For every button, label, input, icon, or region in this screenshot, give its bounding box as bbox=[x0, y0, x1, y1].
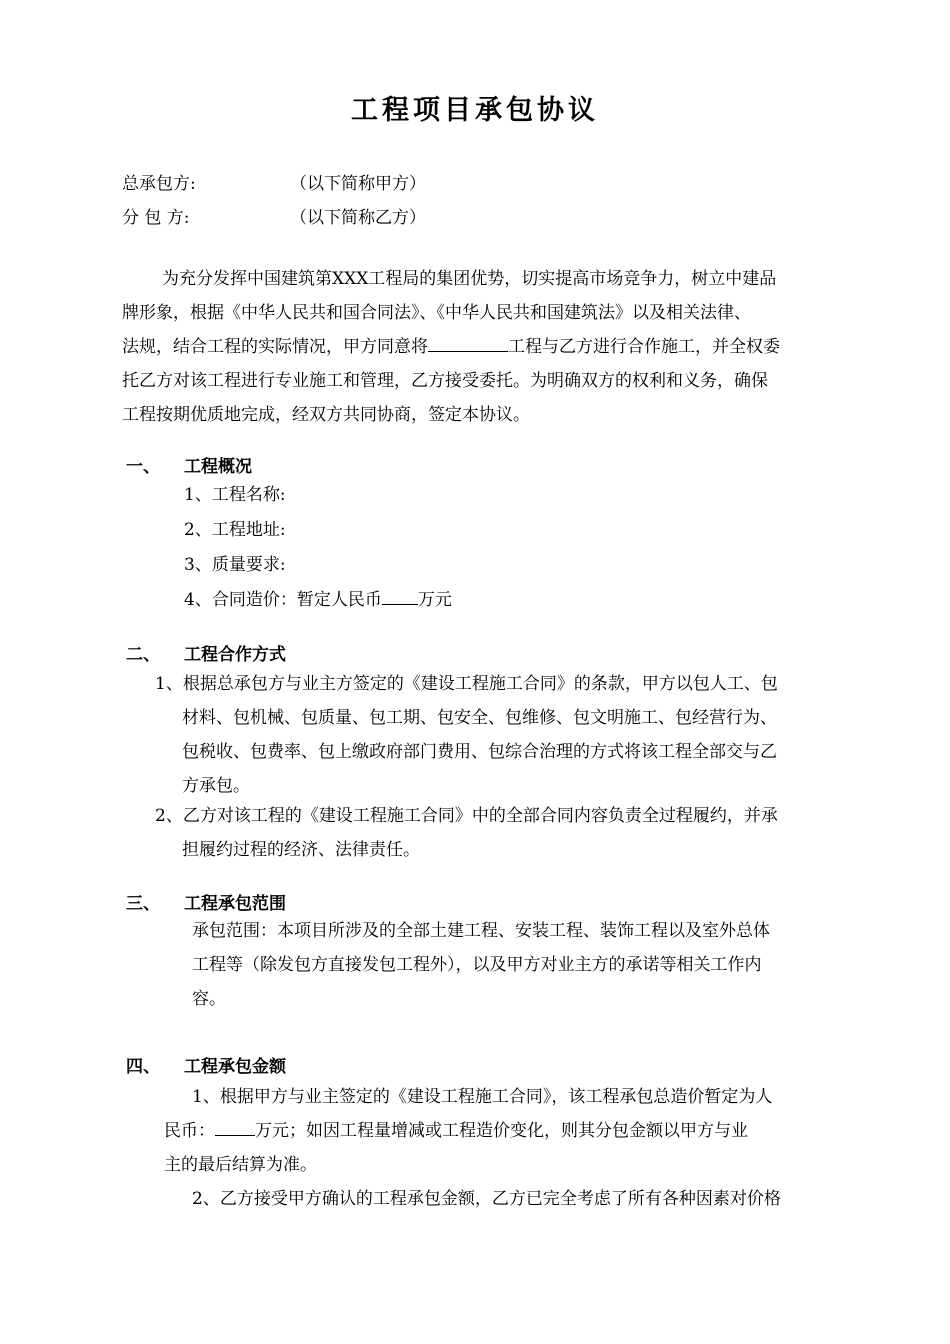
list-item: 1、工程名称: bbox=[184, 485, 286, 505]
preamble-text: 工程与乙方进行合作施工，并全权委 bbox=[508, 337, 780, 357]
list-item: 2、工程地址: bbox=[184, 520, 286, 540]
para-line bbox=[164, 1114, 772, 1148]
project-name-blank bbox=[428, 333, 508, 352]
total-price-blank bbox=[215, 1117, 255, 1136]
party-label: 总承包方: bbox=[122, 174, 196, 194]
contract-price-blank bbox=[382, 586, 418, 605]
para-line: 包税收、包费率、包上缴政府部门费用、包综合治理的方式将该工程全部交与乙 bbox=[182, 742, 777, 762]
para-text: 万元；如因工程量增减或工程造价变化，则其分包金额以甲方与业 bbox=[255, 1121, 748, 1141]
document-title: 工程项目承包协议 bbox=[351, 95, 599, 126]
section-number: 四、 bbox=[126, 1057, 160, 1077]
para-line: 2、乙方对该工程的《建设工程施工合同》中的全部合同内容负责全过程履约，并承 bbox=[155, 806, 778, 826]
section-number: 一、 bbox=[126, 457, 160, 477]
preamble-line: 工程按期优质地完成，经双方共同协商，签定本协议。 bbox=[122, 405, 530, 425]
para-line: 承包范围：本项目所涉及的全部土建工程、安装工程、装饰工程以及室外总体 bbox=[192, 921, 770, 941]
preamble-line: 牌形象，根据《中华人民共和国合同法》、《中华人民共和国建筑法》以及相关法律、 bbox=[122, 303, 751, 323]
para-line: 担履约过程的经济、法律责任。 bbox=[182, 840, 420, 860]
section-3-paragraph bbox=[192, 914, 770, 1016]
section-number: 三、 bbox=[126, 894, 160, 914]
para-line: 方承包。 bbox=[182, 776, 250, 796]
section-4-para-1 bbox=[164, 1080, 773, 1182]
preamble-line bbox=[122, 330, 780, 364]
section-2-para-2 bbox=[155, 799, 778, 867]
para-line: 2、乙方接受甲方确认的工程承包金额，乙方已完全考虑了所有各种因素对价格 bbox=[192, 1189, 781, 1209]
section-title: 工程承包金额 bbox=[184, 1057, 286, 1077]
para-line: 1、根据总承包方与业主方签定的《建设工程施工合同》的条款，甲方以包人工、包 bbox=[155, 674, 778, 694]
list-item bbox=[184, 583, 452, 618]
para-line: 工程等（除发包方直接发包工程外），以及甲方对业主方的承诺等相关工作内 bbox=[192, 955, 762, 975]
para-text: 民币： bbox=[164, 1121, 215, 1141]
list-item: 3、质量要求: bbox=[184, 555, 286, 575]
para-line: 主的最后结算为准。 bbox=[164, 1155, 317, 1175]
section-number: 二、 bbox=[126, 645, 160, 665]
para-line: 1、根据甲方与业主签定的《建设工程施工合同》，该工程承包总造价暂定为人 bbox=[192, 1087, 773, 1107]
section-heading-3 bbox=[126, 889, 286, 914]
preamble-text: 法规，结合工程的实际情况，甲方同意将 bbox=[122, 337, 428, 357]
party-label: 分 包 方: bbox=[122, 208, 190, 228]
party-general-contractor bbox=[122, 169, 426, 194]
section-title: 工程合作方式 bbox=[184, 645, 286, 665]
preamble-line: 托乙方对该工程进行专业施工和管理，乙方接受委托。为明确双方的权利和义务，确保 bbox=[122, 371, 768, 391]
section-heading-1 bbox=[126, 452, 252, 477]
section-4-para-2 bbox=[192, 1182, 781, 1216]
section-title: 工程概况 bbox=[184, 457, 252, 477]
party-note: （以下简称甲方） bbox=[290, 174, 426, 194]
section-1-items bbox=[184, 478, 452, 618]
section-heading-4 bbox=[126, 1052, 286, 1077]
party-note: （以下简称乙方） bbox=[290, 208, 426, 228]
item-text: 4、合同造价：暂定人民币 bbox=[184, 590, 382, 610]
para-line: 容。 bbox=[192, 989, 226, 1009]
party-subcontractor bbox=[122, 203, 426, 228]
preamble-line: 为充分发挥中国建筑第XXX工程局的集团优势，切实提高市场竞争力，树立中建品 bbox=[162, 269, 777, 289]
section-2-para-1 bbox=[155, 667, 778, 803]
para-line: 材料、包机械、包质量、包工期、包安全、包维修、包文明施工、包经营行为、 bbox=[182, 708, 777, 728]
section-title: 工程承包范围 bbox=[184, 894, 286, 914]
preamble-paragraph bbox=[122, 262, 780, 432]
item-text: 万元 bbox=[417, 590, 452, 610]
section-heading-2 bbox=[126, 640, 286, 665]
